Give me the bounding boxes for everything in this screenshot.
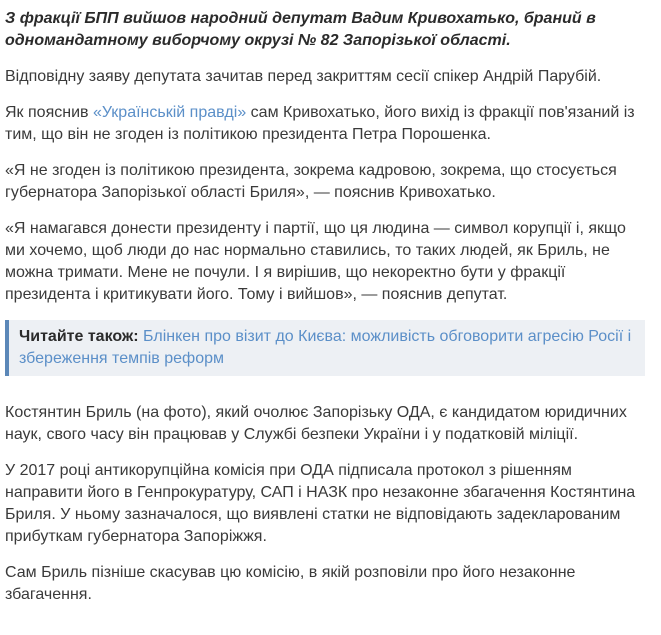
source-link[interactable]: «Українській правді» bbox=[92, 104, 247, 121]
paragraph-explanation bbox=[5, 102, 645, 146]
quote-paragraph-2: «Я намагався донести президенту і партії, що ця людина — символ корупції і, якщо ми хочемо, щоб люди до нас нормально ставились, то таких людей, як Бриль, не можна тримати. Мене не почули. І я вирішив, що некоректно бути у фракції президента і критикувати його. Тому і вийшов», — пояснив депутат. bbox=[5, 220, 626, 303]
paragraph-explanation-suffix: сам Кривохатько, його вихід із фракції пов'язаний із тим, що він не згоден із політикою президента Петра Порошенка. bbox=[5, 104, 635, 143]
paragraph-explanation-prefix: Як пояснив bbox=[5, 104, 93, 121]
quote-paragraph-1: «Я не згоден із політикою президента, зокрема кадровою, зокрема, що стосується губернатора Запорізької області Бриля», — пояснив Кривохатько. bbox=[5, 162, 617, 201]
read-also-label: Читайте також: bbox=[19, 328, 139, 345]
paragraph-speaker: Відповідну заяву депутата зачитав перед закриттям сесії спікер Андрій Парубій. bbox=[5, 68, 602, 85]
paragraph-cancelled: Сам Бриль пізніше скасував цю комісію, в якій розповіли про його незаконне збагачення. bbox=[5, 564, 576, 603]
paragraph-commission: У 2017 році антикорупційна комісія при ОДА підписала протокол з рішенням направити його в Генпрокуратуру, САП і НАЗК про незаконне збагачення Костянтина Бриля. У ньому зазначалося, що виявлені статки не відповідають задекларованим прибуткам губернатора Запоріжжя. bbox=[5, 462, 636, 545]
read-also-link[interactable]: Блінкен про візит до Києва: можливість обговорити агресію Росії і збереження темпів реформ bbox=[19, 328, 632, 367]
read-also-block bbox=[5, 320, 645, 376]
article-lead: З фракції БПП вийшов народний депутат Вадим Кривохатько, браний в одномандатному виборчому окрузі № 82 Запорізької області. bbox=[5, 10, 596, 49]
paragraph-bio: Костянтин Бриль (на фото), який очолює Запорізьку ОДА, є кандидатом юридичних наук, свого часу він працював у Службі безпеки України і у податковій міліції. bbox=[5, 404, 627, 443]
